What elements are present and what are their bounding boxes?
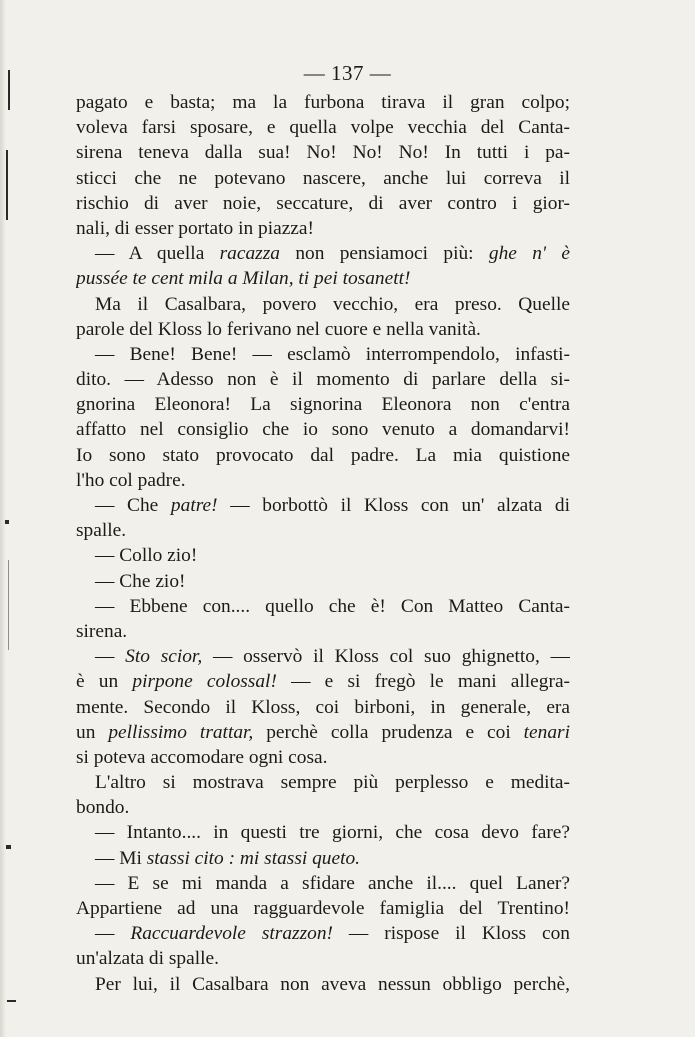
text-segment: — Che zio! xyxy=(95,570,186,592)
text-segment: parole del Kloss lo ferivano nel cuore e nella vanità. xyxy=(76,318,481,340)
italic-text: Sto scior, xyxy=(125,646,203,668)
text-line xyxy=(76,266,570,291)
text-segment: nali, di esser portato in piazza! xyxy=(76,217,314,239)
text-line xyxy=(76,644,570,669)
text-segment: perchè colla prudenza e coi xyxy=(253,721,524,743)
scan-mark xyxy=(6,845,11,849)
text-line xyxy=(76,795,570,820)
text-segment: — e si fregò le mani allegra- xyxy=(276,671,570,693)
text-segment: non pensiamoci più: xyxy=(279,243,489,265)
text-segment: gnorina Eleonora! La signorina Eleonora non c'entra xyxy=(76,394,570,416)
scan-mark xyxy=(6,150,8,220)
text-line xyxy=(76,669,570,694)
text-line xyxy=(76,317,570,342)
text-line xyxy=(76,695,570,720)
text-segment: — xyxy=(95,923,131,945)
text-segment: affatto nel consiglio che io sono venuto a domandarvi! xyxy=(76,419,570,441)
text-line xyxy=(76,543,570,568)
text-line xyxy=(76,896,570,921)
text-segment: — borbottò il Kloss con un' alzata di xyxy=(217,495,570,516)
page-number: — 137 — xyxy=(303,61,392,85)
text-segment: un xyxy=(76,721,109,743)
scan-mark xyxy=(7,1000,16,1002)
text-line xyxy=(76,115,570,140)
text-segment: — Collo zio! xyxy=(95,545,198,567)
text-line xyxy=(76,468,570,493)
text-line xyxy=(76,90,570,115)
text-segment: — E se mi manda a sfidare anche il.... quel Laner? xyxy=(95,872,570,894)
text-segment: sticci che ne potevano nascere, anche lui correva il xyxy=(76,167,570,189)
text-segment: è un xyxy=(76,671,133,693)
text-segment: sirena teneva dalla sua! No! No! No! In tutti i pa- xyxy=(76,142,570,164)
italic-text: patre! xyxy=(170,495,218,516)
text-line xyxy=(76,367,570,392)
text-segment: Per lui, il Casalbara non aveva nessun obbligo perchè, xyxy=(95,973,570,995)
scan-mark xyxy=(8,560,9,650)
text-segment: sirena. xyxy=(76,620,128,642)
text-line xyxy=(76,292,570,317)
text-line xyxy=(76,820,570,845)
italic-text: ghe n' è xyxy=(488,243,570,265)
text-line xyxy=(76,443,570,468)
text-line xyxy=(76,216,570,241)
text-segment: — rispose il Kloss con xyxy=(332,923,570,945)
text-segment: — Intanto.... in questi tre giorni, che cosa devo fare? xyxy=(95,822,570,844)
italic-text: Raccuardevole strazzon! xyxy=(130,923,333,945)
italic-text: pussée te cent mila a Milan, ti pei tosanett! xyxy=(76,268,411,290)
text-line xyxy=(76,569,570,594)
text-segment: — Ebbene con.... quello che è! Con Matteo Canta- xyxy=(95,595,570,617)
text-segment: Io sono stato provocato dal padre. La mia quistione xyxy=(76,444,570,466)
text-line xyxy=(76,770,570,795)
text-segment: — Mi xyxy=(95,847,147,869)
text-line xyxy=(76,745,570,770)
text-line xyxy=(76,972,570,997)
italic-text: stassi cito : mi stassi queto. xyxy=(146,847,361,869)
text-line xyxy=(76,846,570,871)
text-segment: un'alzata di spalle. xyxy=(76,948,219,970)
text-line xyxy=(76,140,570,165)
text-line xyxy=(76,619,570,644)
italic-text: pellissimo trattar, xyxy=(108,721,254,743)
text-segment: si poteva accomodare ogni cosa. xyxy=(76,746,328,768)
text-segment: L'altro si mostrava sempre più perplesso e medita- xyxy=(95,772,570,794)
scan-mark xyxy=(5,520,9,524)
text-line xyxy=(76,342,570,367)
text-segment: bondo. xyxy=(76,797,130,819)
text-line xyxy=(76,166,570,191)
text-line xyxy=(76,946,570,971)
text-line xyxy=(76,191,570,216)
text-line xyxy=(76,871,570,896)
text-line xyxy=(76,493,570,518)
italic-text: pirpone colossal! xyxy=(132,671,277,693)
text-segment: — Bene! Bene! — esclamò interrompendolo, infasti- xyxy=(95,343,570,365)
text-line xyxy=(76,594,570,619)
text-segment: rischio di aver noie, seccature, di aver contro i gior- xyxy=(76,192,570,214)
text-segment: Appartiene ad una ragguardevole famiglia del Trentino! xyxy=(76,898,570,919)
italic-text: tenari xyxy=(523,721,570,743)
text-segment: — xyxy=(95,646,126,668)
text-segment: Ma il Casalbara, povero vecchio, era preso. Quelle xyxy=(95,293,570,315)
text-line xyxy=(76,518,570,543)
text-segment: — osservò il Kloss col suo ghignetto, — xyxy=(202,646,570,668)
italic-text: racazza xyxy=(219,243,280,265)
text-line xyxy=(76,392,570,417)
text-line xyxy=(76,417,570,442)
body-text xyxy=(76,90,570,997)
text-segment: l'ho col padre. xyxy=(76,469,186,491)
text-segment: spalle. xyxy=(76,520,127,542)
text-line xyxy=(76,921,570,946)
text-line xyxy=(76,720,570,745)
text-segment: pagato e basta; ma la furbona tirava il gran colpo; xyxy=(76,92,570,113)
text-segment: dito. — Adesso non è il momento di parlare della si- xyxy=(76,369,570,391)
text-line xyxy=(76,241,570,266)
text-segment: — A quella xyxy=(95,243,220,265)
text-segment: — Che xyxy=(95,495,171,516)
text-segment: mente. Secondo il Kloss, coi birboni, in generale, era xyxy=(76,696,570,718)
text-segment: voleva farsi sposare, e quella volpe vecchia del Canta- xyxy=(76,117,570,139)
